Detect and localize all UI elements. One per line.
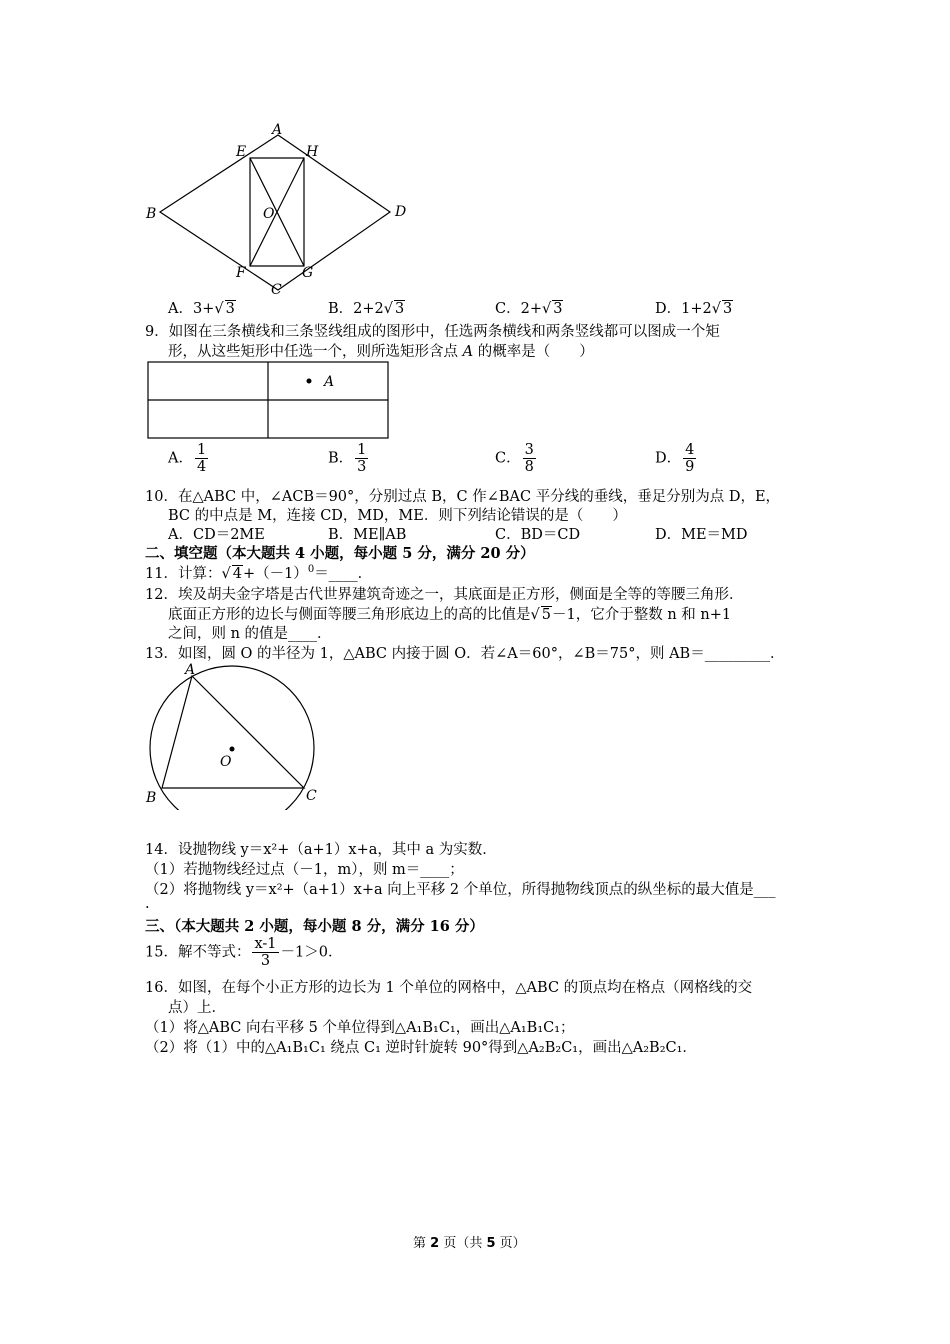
grid-label-A: A	[324, 374, 335, 390]
q16-line1: 16．如图，在每个小正方形的边长为 1 个单位的网格中，△ABC 的顶点均在格点（网格线的交	[145, 980, 753, 996]
q9-option-d: D． $\frac{4}{9}$	[655, 442, 695, 475]
q15: 15．解不等式： $\frac{x-1}{3}$ －1＞0．	[145, 936, 343, 969]
label-D: D	[395, 204, 407, 220]
section-2-heading: 二、填空题（本大题共 4 小题，每小题 5 分，满分 20 分）	[145, 545, 535, 562]
circle-label-C: C	[306, 788, 317, 804]
q10-option-a: A．CD＝2ME	[168, 527, 265, 543]
q14-line1: 14．设抛物线 y＝x²+（a+1）x+a，其中 a 为实数．	[145, 842, 497, 858]
grid-figure	[146, 360, 392, 442]
q14-line4: .	[145, 896, 150, 912]
q10-option-b: B．ME∥AB	[328, 527, 407, 543]
q9-option-c: C． $\frac{3}{8}$	[495, 442, 534, 475]
circle-label-A: A	[185, 662, 196, 678]
q9-line1: 9．如图在三条横线和三条竖线组成的图形中，任选两条横线和两条竖线都可以图成一个矩	[145, 324, 720, 340]
label-H: H	[306, 144, 319, 160]
q16-line4: （2）将（1）中的△A₁B₁C₁ 绕点 C₁ 逆时针旋转 90°得到△A₂B₂C₁，画出△A₂B₂C₁．	[145, 1040, 697, 1056]
label-G: G	[302, 265, 314, 281]
point-a	[307, 379, 312, 384]
q9-option-b: B． $\frac{1}{3}$	[328, 442, 367, 475]
q8-option-a: A．3+√ 3	[168, 301, 235, 317]
label-F: F	[236, 265, 246, 281]
q16-line3: （1）将△ABC 向右平移 5 个单位得到△A₁B₁C₁，画出△A₁B₁C₁；	[145, 1020, 575, 1036]
circle-label-B: B	[146, 790, 157, 806]
q12-line3: 之间，则 n 的值是____．	[168, 626, 332, 642]
q12-line2: 底面正方形的边长与侧面等腰三角形底边上的高的比值是√ 5－1，它介于整数 n 和 n+1	[168, 607, 732, 623]
rhombus-figure	[140, 122, 420, 302]
q14-line2: （1）若抛物线经过点（－1，m），则 m＝____；	[145, 862, 464, 878]
q10-option-c: C．BD＝CD	[495, 527, 581, 543]
q16-line2: 点）上．	[168, 1000, 226, 1016]
q8-option-b: B．2+2√ 3	[328, 301, 405, 317]
label-E: E	[236, 144, 247, 160]
page-footer: 第 2 页（共 5 页）	[413, 1236, 526, 1251]
label-O: O	[263, 206, 275, 222]
q11: 11．计算：√ $4+(-1)^0=\_\_\_\_$．	[145, 564, 373, 582]
q8-option-d: D．1+2√ 3	[655, 301, 733, 317]
label-A: A	[272, 122, 283, 138]
section-3-heading: 三、（本大题共 2 小题，每小题 8 分，满分 16 分）	[145, 918, 484, 935]
center-o	[230, 747, 235, 752]
q12-line1: 12．埃及胡夫金字塔是古代世界建筑奇迹之一，其底面是正方形，侧面是全等的等腰三角形．	[145, 587, 744, 603]
label-B: B	[146, 206, 157, 222]
q10-line1: 10．在△ABC 中，∠ACB＝90°，分别过点 B，C 作∠BAC 平分线的垂线，垂足分别为点 D，E，	[145, 489, 781, 505]
q13-text: 13．如图，圆 O 的半径为 1，△ABC 内接于圆 O．若∠A＝60°，∠B＝75°，则 AB＝_________．	[145, 646, 785, 662]
q10-option-d: D．ME＝MD	[655, 527, 748, 543]
q10-line2: BC 的中点是 M，连接 CD，MD，ME．则下列结论错误的是（ ）	[168, 508, 627, 524]
q14-line3: （2）将抛物线 y＝x²+（a+1）x+a 向上平移 2 个单位，所得抛物线顶点的纵坐标的最大值是___	[145, 882, 776, 898]
q8-option-c: C．2+√ 3	[495, 301, 563, 317]
q9-option-a: A． $\frac{1}{4}$	[168, 442, 207, 475]
q9-line2: 形，从这些矩形中任选一个，则所选矩形含点 A 的概率是（ ）	[168, 344, 594, 360]
circle-figure	[140, 660, 330, 810]
label-C: C	[271, 282, 282, 298]
circle-label-O: O	[220, 754, 232, 770]
